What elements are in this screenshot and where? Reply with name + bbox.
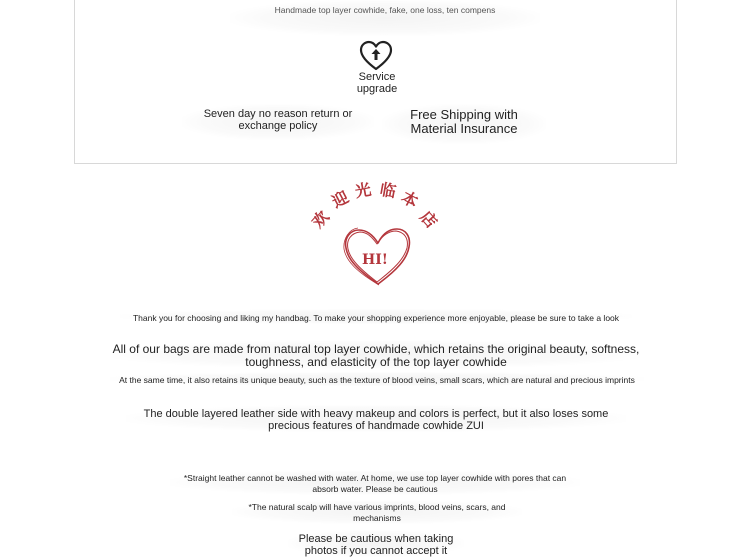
welcome-heart-stamp — [300, 172, 452, 292]
free-shipping-line1: Free Shipping with — [410, 107, 518, 122]
photo-caution-note: Please be cautious when taking photos if you cannot accept it — [288, 530, 464, 557]
service-upgrade-line1: Service — [358, 71, 396, 83]
washing-note: *Straight leather cannot be washed with water. At home, we use top layer cowhide with pores that can absorb water. Please be cautious — [170, 470, 580, 495]
welcome-char-1: 欢 — [307, 207, 333, 232]
welcome-char-6: 店 — [416, 207, 442, 232]
heart-hi-text: HI! — [362, 252, 388, 268]
return-policy-line1: Seven day no reason return or — [203, 108, 353, 120]
welcome-char-5: 本 — [398, 187, 422, 212]
return-policy-label — [182, 104, 374, 140]
top-caption: Handmade top layer cowhide, fake, one loss, ten compens — [230, 0, 540, 36]
welcome-char-3: 光 — [353, 179, 373, 202]
double-layer-paragraph: The double layered leather side with heavy makeup and colors is perfect, but it also loses some precious features of handmade cowhide ZUI — [126, 405, 626, 432]
unique-beauty-paragraph: At the same time, it also retains its unique beauty, such as the texture of blood veins, small scars, which are natural and precious imprints — [110, 372, 644, 386]
welcome-char-2: 迎 — [328, 187, 352, 212]
service-upgrade-label — [340, 71, 414, 95]
free-shipping-line2: Material Insurance — [410, 121, 518, 136]
natural-scalp-note: *The natural scalp will have various imprints, blood veins, scars, and mechanisms — [232, 500, 522, 524]
service-upgrade-line2: upgrade — [356, 83, 398, 95]
heart-arrow-icon — [359, 40, 393, 72]
welcome-char-4: 临 — [378, 179, 398, 202]
natural-cowhide-paragraph: All of our bags are made from natural top layer cowhide, which retains the original beauty, softness, toughness, and elasticity of the top layer cowhide — [112, 342, 640, 369]
return-policy-line2: exchange policy — [238, 120, 318, 132]
thanks-paragraph: Thank you for choosing and liking my handbag. To make your shopping experience more enjoyable, please be sure to take a look — [120, 309, 632, 324]
free-shipping-label — [382, 104, 546, 144]
